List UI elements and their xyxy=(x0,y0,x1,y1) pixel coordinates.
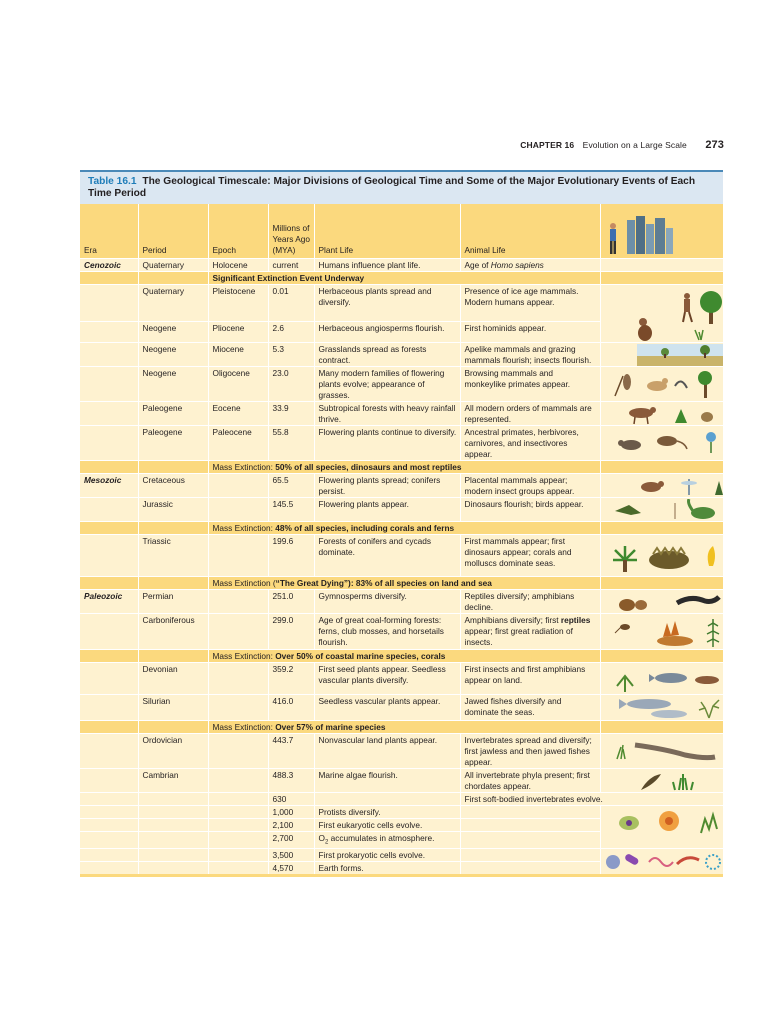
band-text: Significant Extinction Event Underway xyxy=(208,271,600,284)
cell-mya: 2,700 xyxy=(268,831,314,849)
animal-text: Amphibians diversify; first xyxy=(464,614,561,625)
band-emphasis: Over 50% of coastal marine species, corals xyxy=(275,650,446,661)
cell-illustration xyxy=(600,768,723,792)
table-row xyxy=(80,425,723,460)
cell-illustration xyxy=(600,662,723,694)
plant-text: accumulates in atmosphere. xyxy=(328,832,435,843)
hominid-and-tree-illustration xyxy=(605,286,723,342)
header-illustration xyxy=(600,204,723,258)
header-period: Period xyxy=(138,204,208,258)
extinction-band xyxy=(80,576,723,589)
cell-animal: Browsing mammals and monkeylike primates appear. xyxy=(460,366,600,401)
band-emphasis: 48% of all species, including corals and ferns xyxy=(275,522,455,533)
cell-plant: Many modern families of flowering plants evolve; appearance of grasses. xyxy=(314,366,460,401)
cell-mya: 443.7 xyxy=(268,733,314,768)
extinction-band xyxy=(80,271,723,284)
cell-mya: 33.9 xyxy=(268,401,314,425)
cell-illustration xyxy=(600,342,723,366)
table-title: The Geological Timescale: Major Divisions of Geological Time and Some of the Major Evolutionary Events of Each Time Period xyxy=(88,176,696,199)
table-row xyxy=(80,733,723,768)
header-mya: Millions of Years Ago (MYA) xyxy=(268,204,314,258)
cell-animal: Placental mammals appear; modern insect groups appear. xyxy=(460,473,600,497)
band-prefix: Mass Extinction: xyxy=(212,522,276,533)
cell-illustration xyxy=(600,534,723,576)
cell-illustration xyxy=(600,425,723,460)
cell-animal xyxy=(460,613,600,649)
cell-period: Cambrian xyxy=(138,768,208,792)
table-caption xyxy=(80,170,723,204)
animal-text: appear; first great radiation of insects. xyxy=(464,625,573,647)
cell-era: Mesozoic xyxy=(80,473,138,497)
table-row xyxy=(80,805,723,818)
cell-plant: Seedless vascular plants appear. xyxy=(314,694,460,720)
cell-plant: Flowering plants spread; conifers persist. xyxy=(314,473,460,497)
cell-illustration xyxy=(600,613,723,649)
cell-plant: First seed plants appear. Seedless vascular plants diversify. xyxy=(314,662,460,694)
cell-mya: 299.0 xyxy=(268,613,314,649)
cell-mya: 5.3 xyxy=(268,342,314,366)
cell-period: Neogene xyxy=(138,342,208,366)
mammal-illustration xyxy=(605,403,723,425)
cell-animal: Invertebrates spread and diversify; first jawless and then jawed fishes appear. xyxy=(460,733,600,768)
prokaryote-illustration xyxy=(605,850,723,872)
cell-mya: 416.0 xyxy=(268,694,314,720)
reptile-illustration xyxy=(605,591,723,613)
cell-animal: First hominids appear. xyxy=(460,322,600,342)
table-row xyxy=(80,366,723,401)
grassland-illustration xyxy=(605,344,723,366)
cell-illustration xyxy=(600,805,723,849)
band-text xyxy=(208,576,600,589)
band-prefix: Mass Extinction: xyxy=(212,721,276,732)
cell-period: Devonian xyxy=(138,662,208,694)
cell-epoch: Pleistocene xyxy=(208,284,268,322)
cell-illustration xyxy=(600,473,723,497)
header-animal-life: Animal Life xyxy=(460,204,600,258)
cell-animal: Jawed fishes diversify and dominate the seas. xyxy=(460,694,600,720)
human-and-city-illustration xyxy=(605,212,675,256)
cell-illustration xyxy=(600,849,723,875)
cell-animal: All invertebrate phyla present; first chordates appear. xyxy=(460,768,600,792)
cell-period: Quaternary xyxy=(138,284,208,322)
dinosaur-and-bird-illustration xyxy=(605,499,723,521)
cell-mya: 0.01 xyxy=(268,284,314,322)
cell-period: Jurassic xyxy=(138,497,208,521)
cell-plant: Subtropical forests with heavy rainfall thrive. xyxy=(314,401,460,425)
cell-plant: Age of great coal-forming forests: ferns, club mosses, and horsetails flourish. xyxy=(314,613,460,649)
cell-illustration xyxy=(600,589,723,613)
cell-mya: 2.6 xyxy=(268,322,314,342)
cycad-and-dinosaur-illustration xyxy=(605,536,723,576)
cell-plant: Humans influence plant life. xyxy=(314,258,460,271)
cell-mya: 3,500 xyxy=(268,849,314,862)
cell-animal xyxy=(460,258,600,271)
chapter-label: CHAPTER 16 xyxy=(520,140,575,150)
jawless-fish-illustration xyxy=(605,735,723,767)
cell-animal: First mammals appear; first dinosaurs appear; corals and molluscs dominate seas. xyxy=(460,534,600,576)
species-name: Homo sapiens xyxy=(490,259,544,270)
cell-illustration xyxy=(600,366,723,401)
table-row xyxy=(80,613,723,649)
table-row xyxy=(80,497,723,521)
cell-mya: 145.5 xyxy=(268,497,314,521)
cell-epoch: Paleocene xyxy=(208,425,268,460)
cell-mya: 488.3 xyxy=(268,768,314,792)
cell-illustration xyxy=(600,258,723,271)
table-row xyxy=(80,694,723,720)
header-era: Era xyxy=(80,204,138,258)
oxygen-symbol: O xyxy=(318,832,325,843)
cambrian-illustration xyxy=(605,770,723,792)
band-prefix: Mass Extinction: xyxy=(212,650,276,661)
cell-period: Paleogene xyxy=(138,425,208,460)
cell-epoch: Pliocene xyxy=(208,322,268,342)
cell-plant: First eukaryotic cells evolve. xyxy=(314,818,460,831)
cell-period: Neogene xyxy=(138,322,208,342)
cell-mya: 630 xyxy=(268,792,314,805)
cell-period: Carboniferous xyxy=(138,613,208,649)
table-row xyxy=(80,662,723,694)
table-row xyxy=(80,284,723,322)
cell-mya: 2,100 xyxy=(268,818,314,831)
extinction-band xyxy=(80,720,723,733)
band-prefix: Mass Extinction: xyxy=(212,461,276,472)
cell-period: Quaternary xyxy=(138,258,208,271)
cell-period: Silurian xyxy=(138,694,208,720)
cell-era: Cenozoic xyxy=(80,258,138,271)
cell-animal: Presence of ice age mammals. Modern humans appear. xyxy=(460,284,600,322)
cell-mya: 23.0 xyxy=(268,366,314,401)
cell-epoch: Oligocene xyxy=(208,366,268,401)
cell-plant: Gymnosperms diversify. xyxy=(314,589,460,613)
cell-period: Ordovician xyxy=(138,733,208,768)
cell-plant: Herbaceous plants spread and diversify. xyxy=(314,284,460,322)
cell-epoch: Miocene xyxy=(208,342,268,366)
cell-plant: Earth forms. xyxy=(314,862,460,875)
cell-illustration xyxy=(600,401,723,425)
cell-period: Permian xyxy=(138,589,208,613)
cell-illustration xyxy=(600,284,723,342)
cell-illustration xyxy=(600,497,723,521)
header-epoch: Epoch xyxy=(208,204,268,258)
extinction-band xyxy=(80,521,723,534)
cell-animal: Reptiles diversify; amphibians decline. xyxy=(460,589,600,613)
band-text xyxy=(208,720,600,733)
cell-period: Paleogene xyxy=(138,401,208,425)
cell-animal: First insects and first amphibians appear on land. xyxy=(460,662,600,694)
table-row xyxy=(80,849,723,862)
table-row xyxy=(80,258,723,271)
cell-plant: Flowering plants appear. xyxy=(314,497,460,521)
table-row xyxy=(80,342,723,366)
cell-mya: 359.2 xyxy=(268,662,314,694)
extinction-band xyxy=(80,460,723,473)
band-text xyxy=(208,460,600,473)
band-emphasis: Over 57% of marine species xyxy=(275,721,386,732)
animal-text: Age of xyxy=(464,259,491,270)
devonian-fish-illustration xyxy=(605,664,723,694)
table-bottom-rule xyxy=(80,874,723,877)
cell-animal: First soft-bodied invertebrates evolve. xyxy=(460,792,723,805)
cell-illustration xyxy=(600,694,723,720)
table-label: Table 16.1 xyxy=(88,176,137,187)
header-plant-life: Plant Life xyxy=(314,204,460,258)
cell-period: Triassic xyxy=(138,534,208,576)
cell-animal: Dinosaurs flourish; birds appear. xyxy=(460,497,600,521)
amphibian-and-fern-illustration xyxy=(605,615,723,649)
cell-plant: Marine algae flourish. xyxy=(314,768,460,792)
band-text xyxy=(208,649,600,662)
table-row xyxy=(80,589,723,613)
band-prefix: Mass Extinction ( xyxy=(212,577,276,588)
cell-period: Neogene xyxy=(138,366,208,401)
protist-illustration xyxy=(605,807,723,839)
page-number: 273 xyxy=(705,139,724,151)
geological-timescale-table xyxy=(80,170,723,877)
timescale-table xyxy=(80,204,724,874)
cell-epoch: Eocene xyxy=(208,401,268,425)
extinction-band xyxy=(80,649,723,662)
cell-animal: Apelike mammals and grazing mammals flourish; insects flourish. xyxy=(460,342,600,366)
primate-and-browser-illustration xyxy=(605,368,723,400)
cell-plant: First prokaryotic cells evolve. xyxy=(314,849,460,862)
cell-era: Paleozoic xyxy=(80,589,138,613)
cell-animal: Ancestral primates, herbivores, carnivores, and insectivores appear. xyxy=(460,425,600,460)
cell-mya: 65.5 xyxy=(268,473,314,497)
cell-animal: All modern orders of mammals are represented. xyxy=(460,401,600,425)
band-emphasis: “The Great Dying”): 83% of all species on land and sea xyxy=(275,577,492,588)
cell-plant: Nonvascular land plants appear. xyxy=(314,733,460,768)
cell-plant: Herbaceous angiosperms flourish. xyxy=(314,322,460,342)
cell-mya: current xyxy=(268,258,314,271)
cell-plant xyxy=(314,831,460,849)
cell-plant: Flowering plants continue to diversify. xyxy=(314,425,460,460)
cell-mya: 1,000 xyxy=(268,805,314,818)
animal-emphasis: reptiles xyxy=(560,614,591,625)
table-row xyxy=(80,473,723,497)
cell-plant: Grasslands spread as forests contract. xyxy=(314,342,460,366)
chapter-title: Evolution on a Large Scale xyxy=(582,140,687,150)
cell-mya: 199.6 xyxy=(268,534,314,576)
table-row xyxy=(80,792,723,805)
table-row xyxy=(80,401,723,425)
jawed-fish-illustration xyxy=(605,696,723,720)
cell-illustration xyxy=(600,733,723,768)
table-row xyxy=(80,768,723,792)
band-emphasis: 50% of all species, dinosaurs and most reptiles xyxy=(275,461,462,472)
band-text xyxy=(208,521,600,534)
cell-plant: Protists diversify. xyxy=(314,805,460,818)
header-row xyxy=(80,204,723,258)
cell-mya: 251.0 xyxy=(268,589,314,613)
insectivore-illustration xyxy=(605,427,723,457)
cell-plant: Forests of conifers and cycads dominate. xyxy=(314,534,460,576)
oxygen-subscript: 2 xyxy=(324,839,329,846)
cretaceous-fauna-illustration xyxy=(605,475,723,497)
cell-period: Cretaceous xyxy=(138,473,208,497)
running-head xyxy=(520,139,724,151)
cell-mya: 4,570 xyxy=(268,862,314,875)
table-row xyxy=(80,534,723,576)
cell-epoch: Holocene xyxy=(208,258,268,271)
cell-mya: 55.8 xyxy=(268,425,314,460)
